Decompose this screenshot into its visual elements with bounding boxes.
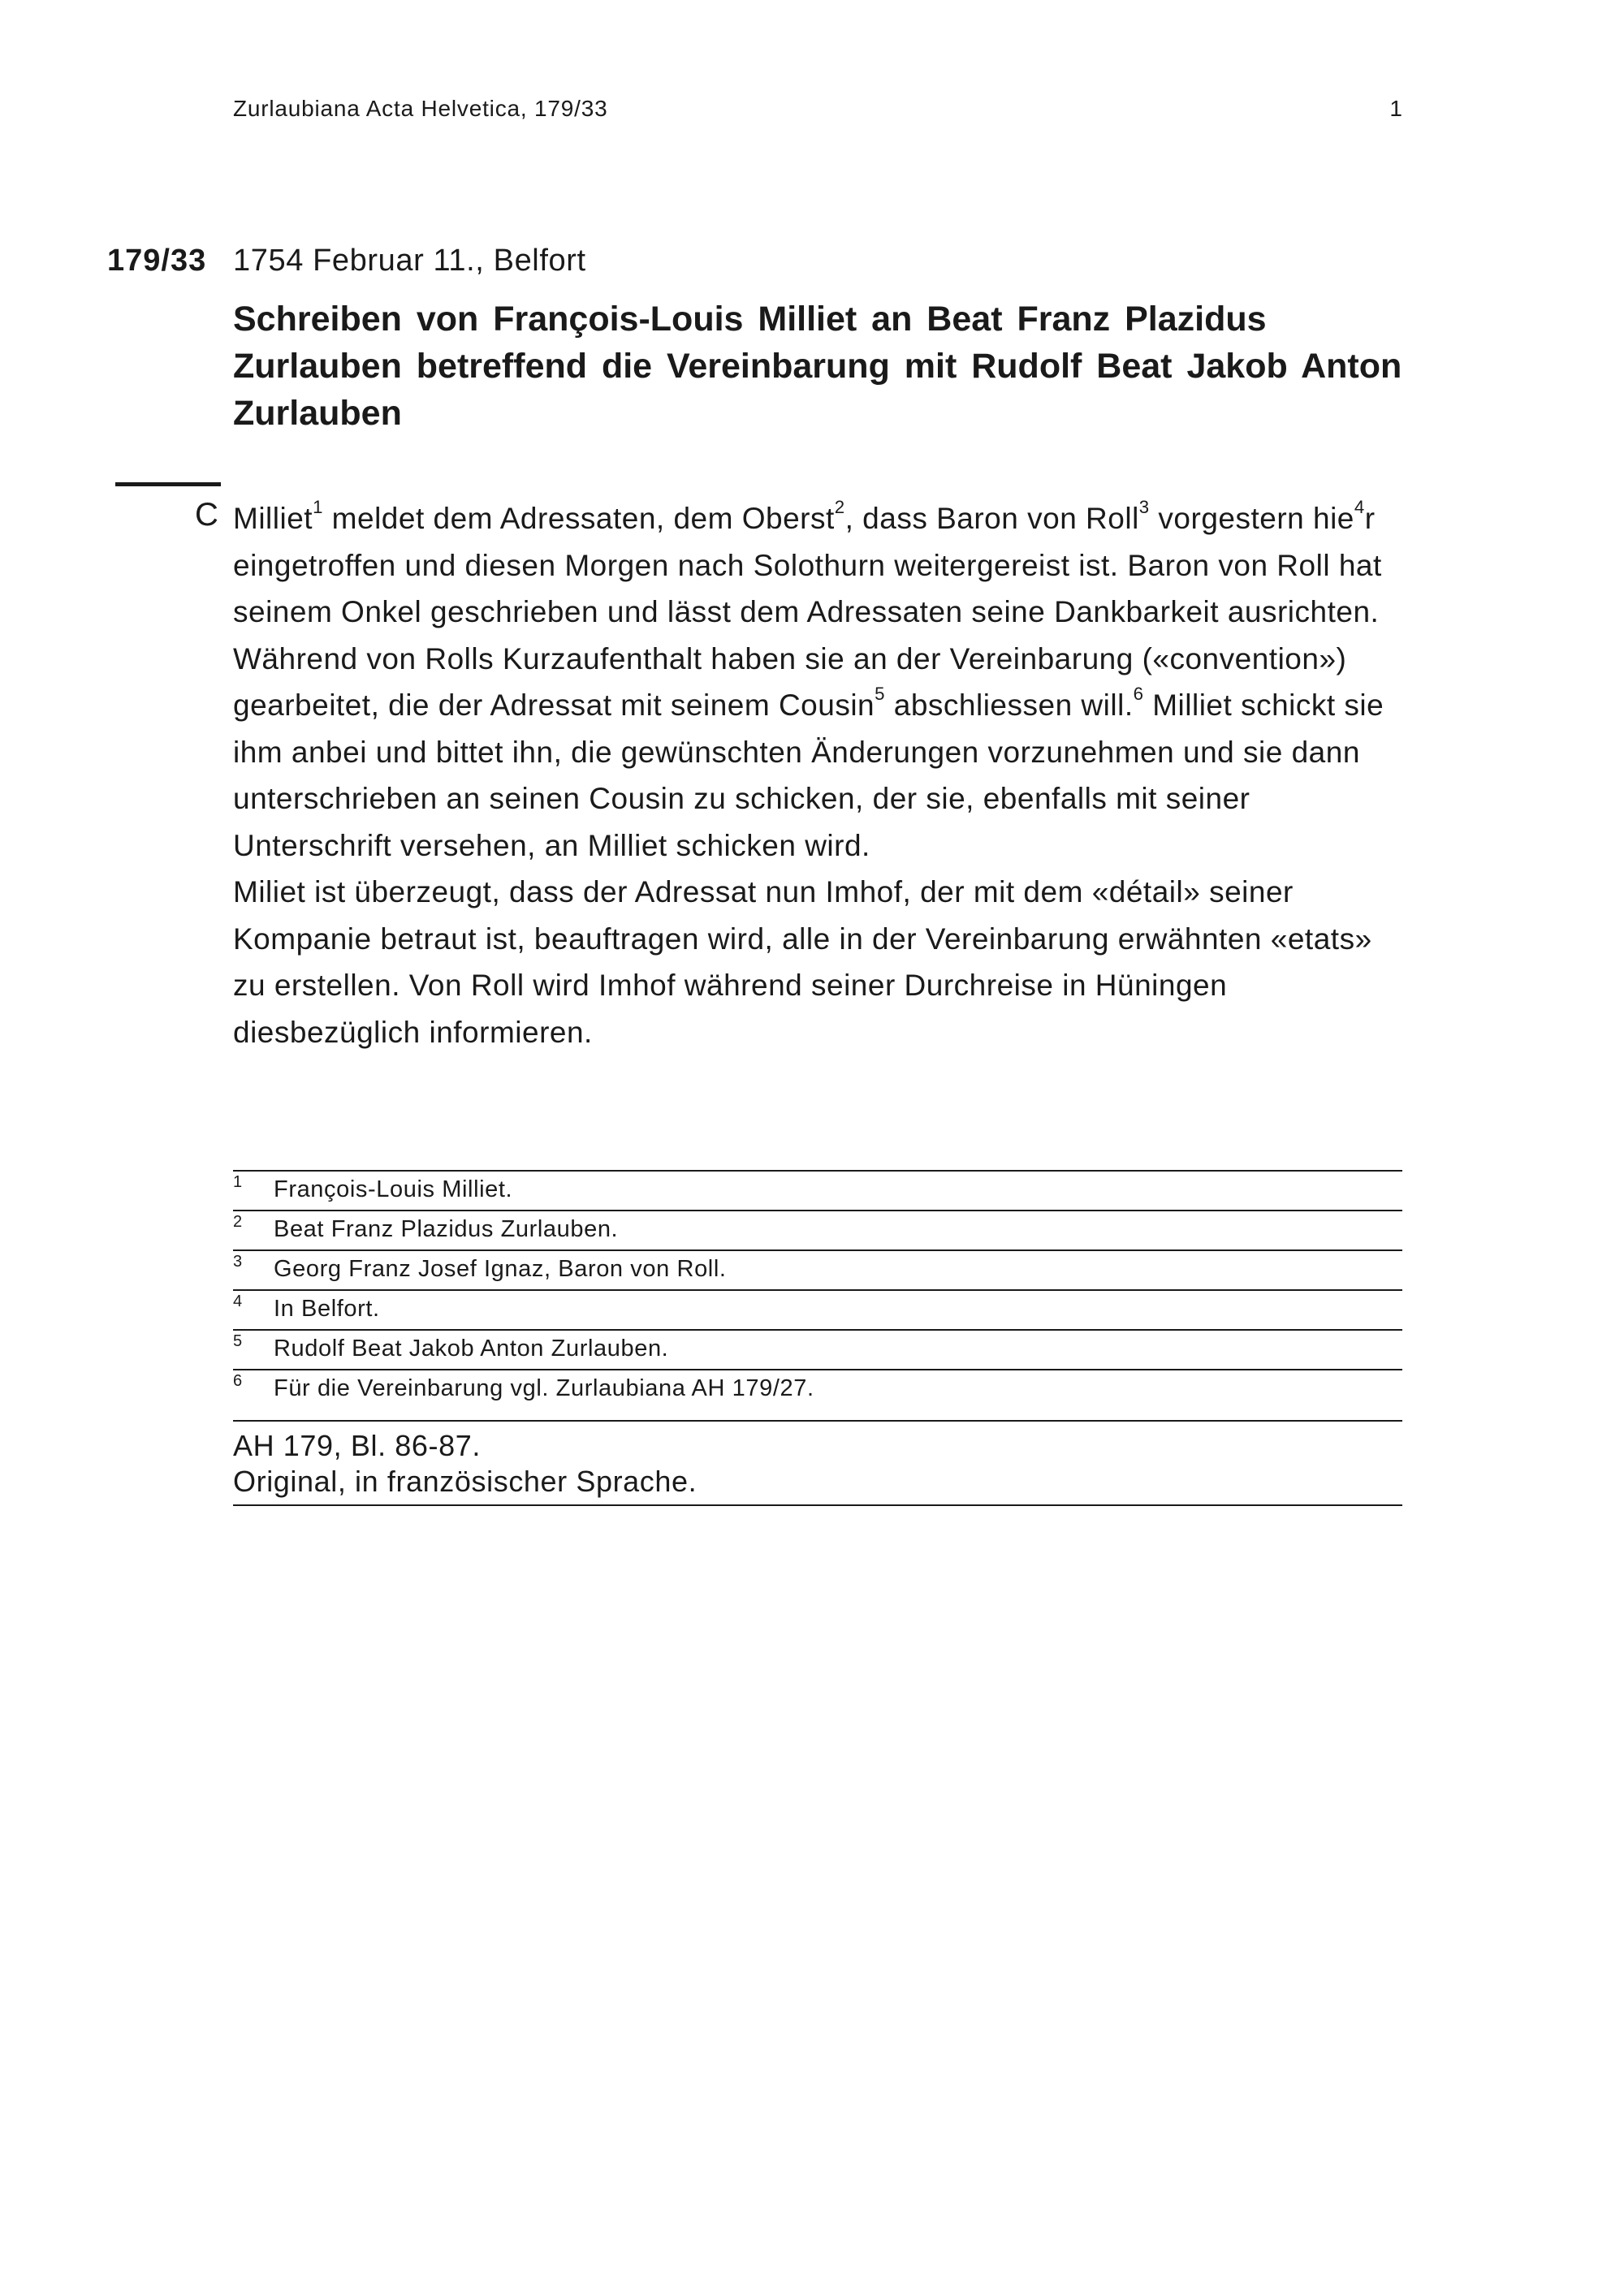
section-divider (115, 482, 221, 486)
running-header (233, 96, 1402, 128)
source-reference: AH 179, Bl. 86-87. (233, 1429, 481, 1462)
footnote (233, 1289, 1402, 1329)
footnote-ref[interactable]: 6 (1133, 684, 1144, 705)
footnote-ref[interactable]: 1 (313, 497, 323, 518)
footnote-number: 6 (233, 1372, 243, 1390)
footnote-text: In Belfort. (274, 1296, 380, 1322)
entry-date-place: 1754 Februar 11., Belfort (233, 244, 586, 278)
footnote-ref[interactable]: 4 (1354, 497, 1365, 518)
footnote-number: 3 (233, 1253, 243, 1271)
running-header-title: Zurlaubiana Acta Helvetica, 179/33 (233, 96, 608, 121)
footnote-number: 2 (233, 1213, 243, 1231)
source-description: Original, in französischer Sprache. (233, 1465, 698, 1498)
footnote (233, 1170, 1402, 1210)
footnote-number: 1 (233, 1173, 243, 1191)
summary-paragraph-1: Milliet$^1$ meldet dem Adressaten, dem Oberst$^2$, dass Baron von Roll$^3$ vorgestern hie$^4$r eingetroffen und diesen Morgen nach Solothurn weitergereist ist. Baron von Roll hat seinem Onkel geschrieben und lässt dem Adressaten seine Dankbarkeit ausrichten. (233, 497, 1382, 628)
footnote-text: Rudolf Beat Jakob Anton Zurlauben. (274, 1336, 669, 1362)
footnote (233, 1210, 1402, 1249)
footnote-number: 4 (233, 1293, 243, 1310)
footnote-ref[interactable]: 2 (834, 497, 845, 518)
footnote (233, 1249, 1402, 1289)
source-block (233, 1420, 1402, 1506)
footnote-text: François-Louis Milliet. (274, 1176, 513, 1202)
footnote-text: Beat Franz Plazidus Zurlauben. (274, 1216, 619, 1242)
footnotes (233, 1170, 1402, 1409)
footnote-ref[interactable]: 5 (875, 684, 885, 705)
page-number: 1 (1389, 96, 1402, 121)
footnote (233, 1329, 1402, 1369)
footnote-text: Georg Franz Josef Ignaz, Baron von Roll. (274, 1256, 727, 1282)
footnote-ref[interactable]: 3 (1138, 497, 1150, 518)
summary-text (233, 495, 1402, 1055)
entry-number: 179/33 (107, 244, 207, 278)
summary-paragraph-3: Miliet ist überzeugt, dass der Adressat nun Imhof, der mit dem «détail» seiner Kompanie betraut ist, beauftragen wird, alle in der Vereinbarung erwähnten «etats» zu erstellen. Von Roll wird Imhof während seiner Durchreise in Hüningen diesbezüglich informieren. (233, 875, 1372, 1049)
footnote-text: Für die Vereinbarung vgl. Zurlaubiana AH 179/27. (274, 1375, 814, 1401)
summary-marker: C (195, 497, 218, 533)
footnote (233, 1369, 1402, 1409)
summary-paragraph-2: Während von Rolls Kurzaufenthalt haben sie an der Vereinbarung («convention») gearbeitet, die der Adressat mit seinem Cousin$^5$ abschliessen will.$^6$ Milliet schickt sie ihm anbei und bittet ihn, die gewünschten Änderungen vorzunehmen und sie dann unterschrieben an seinen Cousin zu schicken, der sie, ebenfalls mit seiner Unterschrift versehen, an Milliet schicken wird. (233, 641, 1384, 862)
document-title: Schreiben von François-Louis Milliet an Beat Franz Plazidus Zurlauben betreffend die Vereinbarung mit Rudolf Beat Jakob Anton Zurlauben (233, 300, 1402, 433)
footnote-number: 5 (233, 1332, 243, 1350)
